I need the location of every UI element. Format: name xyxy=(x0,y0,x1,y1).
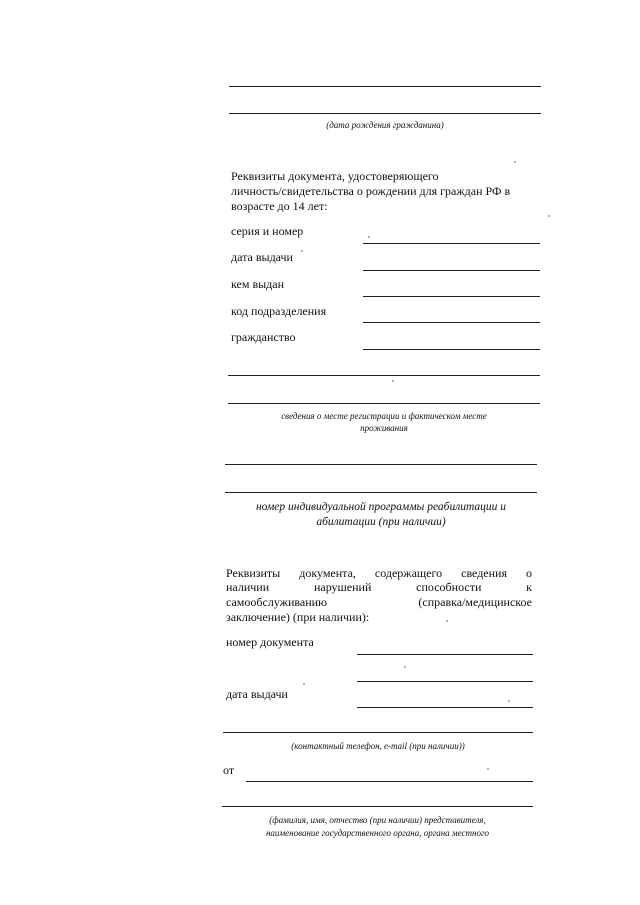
birth-date-caption: (дата рождения гражданина) xyxy=(326,120,444,130)
doc-number-label: номер документа xyxy=(226,635,314,649)
representative-line[interactable] xyxy=(222,806,533,807)
residence-line-1[interactable] xyxy=(228,375,540,376)
doc-number-line-2[interactable] xyxy=(357,681,533,682)
representative-caption-line1: (фамилия, имя, отчество (при наличии) представителя, xyxy=(269,815,486,825)
field-line-division-code[interactable] xyxy=(363,322,540,323)
residence-caption-line2: проживания xyxy=(360,423,408,433)
id-heading-line1: Реквизиты документа, удостоверяющего xyxy=(231,169,439,183)
disability-issue-date-label: дата выдачи xyxy=(226,687,288,701)
field-label-series: серия и номер xyxy=(231,224,304,238)
id-heading-line2: личность/свидетельства о рождении для граждан РФ в xyxy=(231,184,511,198)
disability-issue-date-line[interactable] xyxy=(357,707,533,708)
disability-heading-line1: Реквизиты документа, содержащего сведения о xyxy=(226,566,532,580)
scan-speck xyxy=(404,666,406,668)
ipra-line-2[interactable] xyxy=(225,492,537,493)
ipra-caption-line2: абилитации (при наличии) xyxy=(316,516,446,528)
field-label-division-code: код подразделения xyxy=(231,304,327,318)
scan-speck xyxy=(514,161,516,163)
ipra-caption-line1: номер индивидуальной программы реабилитации и xyxy=(255,501,507,513)
field-label-issued-by: кем выдан xyxy=(231,277,285,291)
scan-speck xyxy=(487,768,489,770)
residence-caption-line1: сведения о месте регистрации и фактическом месте xyxy=(281,411,487,421)
field-line-issue-date[interactable] xyxy=(363,270,540,271)
birth-date-line xyxy=(229,113,541,114)
ipra-line-1[interactable] xyxy=(225,464,537,465)
contact-caption: (контактный телефон, e-mail (при наличии)) xyxy=(291,741,465,751)
disability-heading-line2: наличии нарушений способности к xyxy=(226,580,532,594)
scan-speck xyxy=(303,683,305,685)
field-line-issued-by[interactable] xyxy=(363,296,540,297)
scan-speck xyxy=(548,215,550,217)
field-label-citizenship: гражданство xyxy=(231,330,296,344)
field-line-series[interactable] xyxy=(363,243,540,244)
disability-heading-line4: заключение) (при наличии): xyxy=(226,610,370,624)
scan-speck xyxy=(301,250,303,252)
from-label: от xyxy=(223,763,235,777)
from-line[interactable] xyxy=(246,781,533,782)
disability-heading-line3: самообслуживанию (справка/медицинское xyxy=(226,595,532,609)
contact-line[interactable] xyxy=(223,732,533,733)
residence-line-2[interactable] xyxy=(228,403,540,404)
field-line-citizenship[interactable] xyxy=(363,349,540,350)
doc-number-line[interactable] xyxy=(357,654,533,655)
scan-speck xyxy=(446,620,448,622)
field-label-issue-date: дата выдачи xyxy=(231,250,293,264)
id-heading-line3: возрасте до 14 лет: xyxy=(231,199,328,213)
scan-speck xyxy=(368,236,370,238)
scan-speck xyxy=(392,380,394,382)
blank-line xyxy=(229,86,541,87)
scan-speck xyxy=(508,700,510,702)
representative-caption-line2: наименование государственного органа, органа местного xyxy=(265,828,490,838)
